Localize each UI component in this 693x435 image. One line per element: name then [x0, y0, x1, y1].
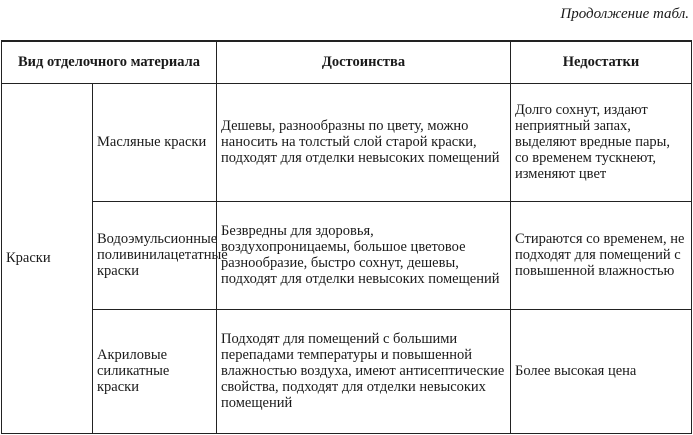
- table-row: [2, 83, 692, 201]
- table-header-row: [2, 41, 692, 83]
- header-material: Вид отделочного материала: [2, 41, 217, 83]
- continuation-label: Продолжение табл.: [560, 6, 689, 22]
- table-row: [2, 201, 692, 309]
- advantages-cell: Подходят для помещений с большими перепадами температуры и повышенной влажностью воздуха, имеют антисептические свойства, подходят для отделки невысоких помещений: [217, 309, 511, 433]
- header-advantages: Достоинства: [217, 41, 511, 83]
- disadvantages-cell: Более высокая цена: [511, 309, 692, 433]
- category-cell: Краски: [2, 83, 93, 433]
- paint-type-cell: Масляные краски: [93, 83, 217, 201]
- advantages-cell: Безвредны для здоровья, воздухопроницаемы, большое цветовое разнообразие, быстро сохнут, дешевы, подходят для отделки невысоких помещений: [217, 201, 511, 309]
- disadvantages-cell: Долго сохнут, издают неприятный запах, выделяют вредные пары, со временем тускнеют, изменяют цвет: [511, 83, 692, 201]
- table-row: [2, 309, 692, 433]
- header-disadvantages: Недостатки: [511, 41, 692, 83]
- advantages-cell: Дешевы, разнообразны по цвету, можно наносить на толстый слой старой краски, подходят для отделки невысоких помещений: [217, 83, 511, 201]
- paint-type-cell: Водоэмульсионные поливинилацетатные краски: [93, 201, 217, 309]
- disadvantages-cell: Стираются со временем, не подходят для помещений с повышенной влажностью: [511, 201, 692, 309]
- materials-table: [1, 40, 692, 434]
- paint-type-cell: Акриловые силикатные краски: [93, 309, 217, 433]
